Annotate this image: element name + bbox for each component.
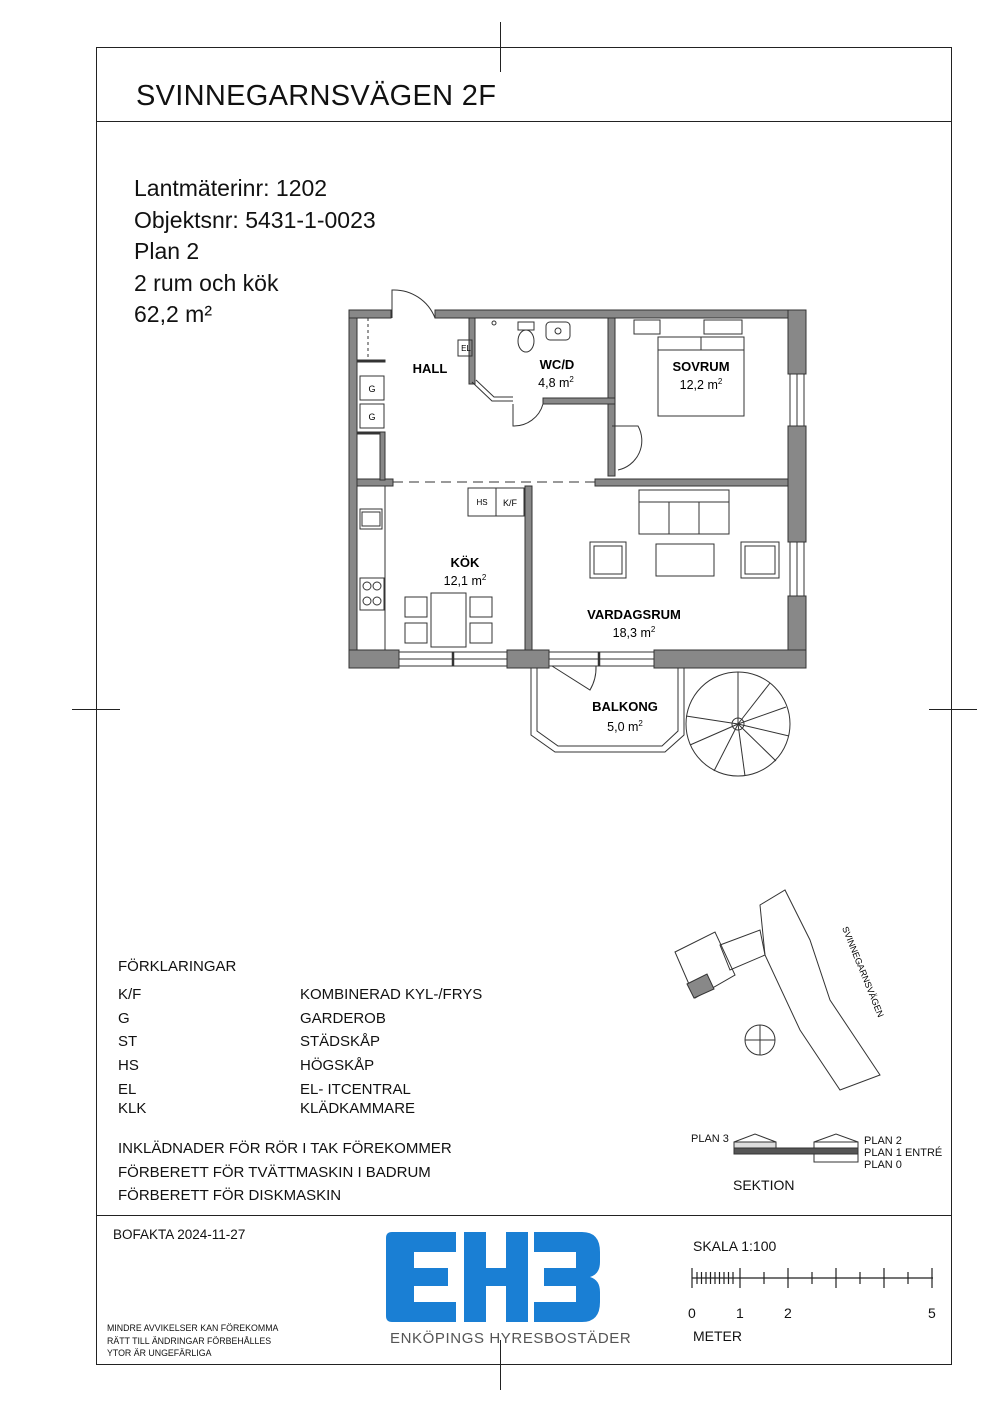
scale-bar xyxy=(688,1262,938,1292)
room-area-wcd: 4,8 $m^2$ xyxy=(538,375,574,390)
section-plan2: PLAN 2 xyxy=(864,1135,902,1147)
scale-number-1: 1 xyxy=(736,1305,744,1321)
company-name: ENKÖPINGS HYRESBOSTÄDER xyxy=(390,1330,632,1347)
total-area: 62,2 m² xyxy=(134,301,212,327)
scale-number-0: 0 xyxy=(688,1305,696,1321)
room-label-balkong: BALKONG xyxy=(592,699,658,714)
legend-desc-kf: KOMBINERAD KYL-/FRYS xyxy=(300,986,483,1003)
room-label-kok: KÖK xyxy=(450,555,480,570)
room-area-vardagsrum: 18,3 $m^2$ xyxy=(612,625,656,640)
room-area-sovrum: 12,2 $m^2$ xyxy=(679,377,723,392)
note-2: FÖRBERETT FÖR TVÄTTMASKIN I BADRUM xyxy=(118,1163,431,1181)
lantmateri-number: Lantmäterinr: 1202 xyxy=(134,175,328,201)
room-label-vardagsrum: VARDAGSRUM xyxy=(587,607,681,622)
section-diagram xyxy=(730,1128,870,1170)
note-1: INKLÄDNADER FÖR RÖR I TAK FÖREKOMMER xyxy=(118,1140,452,1157)
scale-number-2: 2 xyxy=(784,1305,792,1321)
note-3: FÖRBERETT FÖR DISKMASKIN xyxy=(118,1187,342,1204)
legend-heading: FÖRKLARINGAR xyxy=(118,958,237,975)
legend-code-kf: K/F xyxy=(118,986,142,1003)
legend-code-el: EL xyxy=(118,1081,137,1098)
legend-desc-g: GARDEROB xyxy=(300,1010,386,1027)
scale-number-5: 5 xyxy=(928,1305,936,1321)
room-area-balkong: 5,0 $m^2$ xyxy=(607,719,643,734)
room-area-kok: 12,1 $m^2$ xyxy=(443,573,487,588)
section-plan1: PLAN 1 ENTRÉ xyxy=(864,1147,943,1159)
site-map-highlight xyxy=(687,974,714,998)
bofakta-date: BOFAKTA 2024-11-27 xyxy=(113,1227,246,1242)
disclaimer xyxy=(107,1322,278,1360)
legend-desc-hs: HÖGSKÅP xyxy=(300,1057,375,1074)
notes xyxy=(118,1137,452,1208)
room-label-sovrum: SOVRUM xyxy=(672,359,730,374)
disclaimer-line-3: YTOR ÄR UNGEFÄRLIGA xyxy=(107,1348,212,1358)
scale-label: SKALA 1:100 xyxy=(693,1238,777,1254)
section-plan3: PLAN 3 xyxy=(691,1133,729,1145)
scale-unit: METER xyxy=(693,1328,742,1344)
legend-code-st: ST xyxy=(118,1033,138,1050)
legend-desc-klk: KLÄDKAMMARE xyxy=(300,1100,416,1117)
legend-code-hs: HS xyxy=(118,1057,139,1074)
floor-plan-level: Plan 2 xyxy=(134,238,200,264)
site-map xyxy=(660,880,910,1110)
el-label: EL xyxy=(461,344,471,353)
room-count: 2 rum och kök xyxy=(134,269,279,296)
section-plan0: PLAN 0 xyxy=(864,1159,902,1171)
legend-code-g: G xyxy=(118,1010,130,1027)
page-title: SVINNEGARNSVÄGEN 2F xyxy=(136,80,497,112)
room-label-hall: HALL xyxy=(412,361,448,376)
legend-desc-st: STÄDSKÅP xyxy=(300,1033,381,1050)
disclaimer-line-1: MINDRE AVVIKELSER KAN FÖREKOMMA xyxy=(107,1323,279,1333)
room-label-wcd: WC/D xyxy=(539,357,575,372)
object-number: Objektsnr: 5431-1-0023 xyxy=(134,206,376,233)
kf-label: K/F xyxy=(502,498,518,508)
legend-code-klk: KLK xyxy=(118,1100,147,1117)
section-label: SEKTION xyxy=(733,1177,795,1193)
disclaimer-line-2: RÄTT TILL ÄNDRINGAR FÖRBEHÅLLES xyxy=(107,1335,272,1346)
wardrobe-label-2: G xyxy=(368,412,376,422)
legend-desc-el: EL- ITCENTRAL xyxy=(300,1081,411,1098)
hs-label: HS xyxy=(476,498,488,507)
ehb-logo xyxy=(386,1232,602,1324)
site-map-street-label: SVINNEGARNSVÄGEN xyxy=(840,925,886,1019)
wardrobe-label-1: G xyxy=(368,384,376,394)
